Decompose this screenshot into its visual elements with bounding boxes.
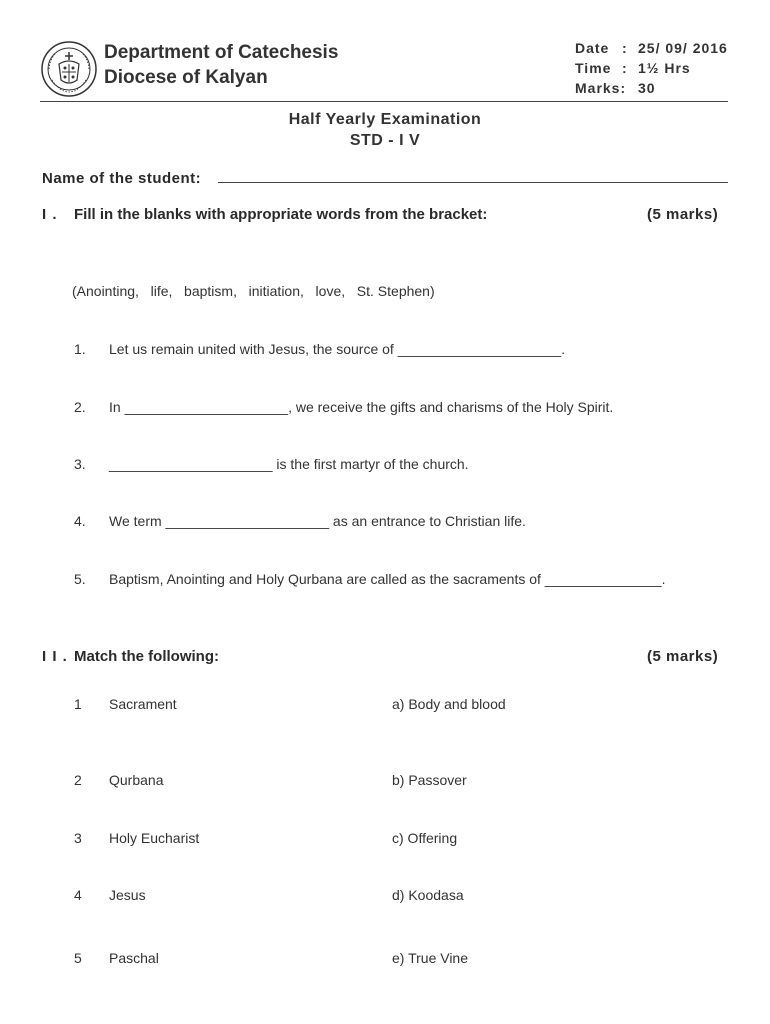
section1-title: Fill in the blanks with appropriate words from the bracket: bbox=[74, 206, 488, 223]
match-left-item: Sacrament bbox=[109, 696, 177, 712]
match-right-item: a) Body and blood bbox=[392, 696, 506, 712]
section2-marks: (5 marks) bbox=[647, 648, 719, 665]
time-label: Time bbox=[575, 60, 612, 76]
question-text: Baptism, Anointing and Holy Qurbana are called as the sacraments of _______________. bbox=[109, 571, 666, 587]
date-colon: : bbox=[622, 40, 627, 56]
word-bank: (Anointing, life, baptism, initiation, love, St. Stephen) bbox=[72, 283, 435, 299]
match-right-item: c) Offering bbox=[392, 830, 458, 846]
department-name: Department of Catechesis bbox=[104, 42, 339, 63]
student-name-label: Name of the student: bbox=[42, 170, 202, 187]
question-number: 2. bbox=[74, 399, 86, 415]
date-label: Date bbox=[575, 40, 610, 56]
match-number: 2 bbox=[74, 772, 82, 788]
student-name-line[interactable] bbox=[218, 182, 728, 183]
question-number: 3. bbox=[74, 456, 86, 472]
match-number: 4 bbox=[74, 887, 82, 903]
diocese-seal-logo bbox=[40, 40, 98, 98]
question-text: Let us remain united with Jesus, the source of _____________________. bbox=[109, 341, 566, 357]
question-number: 1. bbox=[74, 341, 86, 357]
match-left-item: Qurbana bbox=[109, 772, 164, 788]
time-value: 1½ Hrs bbox=[638, 60, 691, 76]
date-value: 25/ 09/ 2016 bbox=[638, 40, 728, 56]
match-right-item: e) True Vine bbox=[392, 950, 469, 966]
header-divider bbox=[40, 101, 728, 102]
match-number: 1 bbox=[74, 696, 82, 712]
question-number: 4. bbox=[74, 513, 86, 529]
match-number: 3 bbox=[74, 830, 82, 846]
time-colon: : bbox=[622, 60, 627, 76]
section2-title: Match the following: bbox=[74, 648, 219, 665]
section1-number: I . bbox=[42, 206, 58, 223]
diocese-name: Diocese of Kalyan bbox=[104, 67, 268, 88]
question-text: _____________________ is the first martyr of the church. bbox=[109, 456, 469, 472]
match-right-item: b) Passover bbox=[392, 772, 467, 788]
question-number: 5. bbox=[74, 571, 86, 587]
question-text: We term _____________________ as an entrance to Christian life. bbox=[109, 513, 526, 529]
match-left-item: Paschal bbox=[109, 950, 159, 966]
marks-label: Marks: bbox=[575, 80, 627, 96]
match-right-item: d) Koodasa bbox=[392, 887, 464, 903]
section1-marks: (5 marks) bbox=[647, 206, 719, 223]
match-left-item: Holy Eucharist bbox=[109, 830, 200, 846]
exam-title: Half Yearly Examination bbox=[288, 111, 482, 128]
question-text: In _____________________, we receive the gifts and charisms of the Holy Spirit. bbox=[109, 399, 614, 415]
match-number: 5 bbox=[74, 950, 82, 966]
match-left-item: Jesus bbox=[109, 887, 146, 903]
exam-standard: STD - I V bbox=[349, 132, 421, 149]
seal-icon bbox=[40, 40, 98, 98]
marks-value: 30 bbox=[638, 80, 656, 96]
section2-number: I I . bbox=[42, 648, 68, 665]
